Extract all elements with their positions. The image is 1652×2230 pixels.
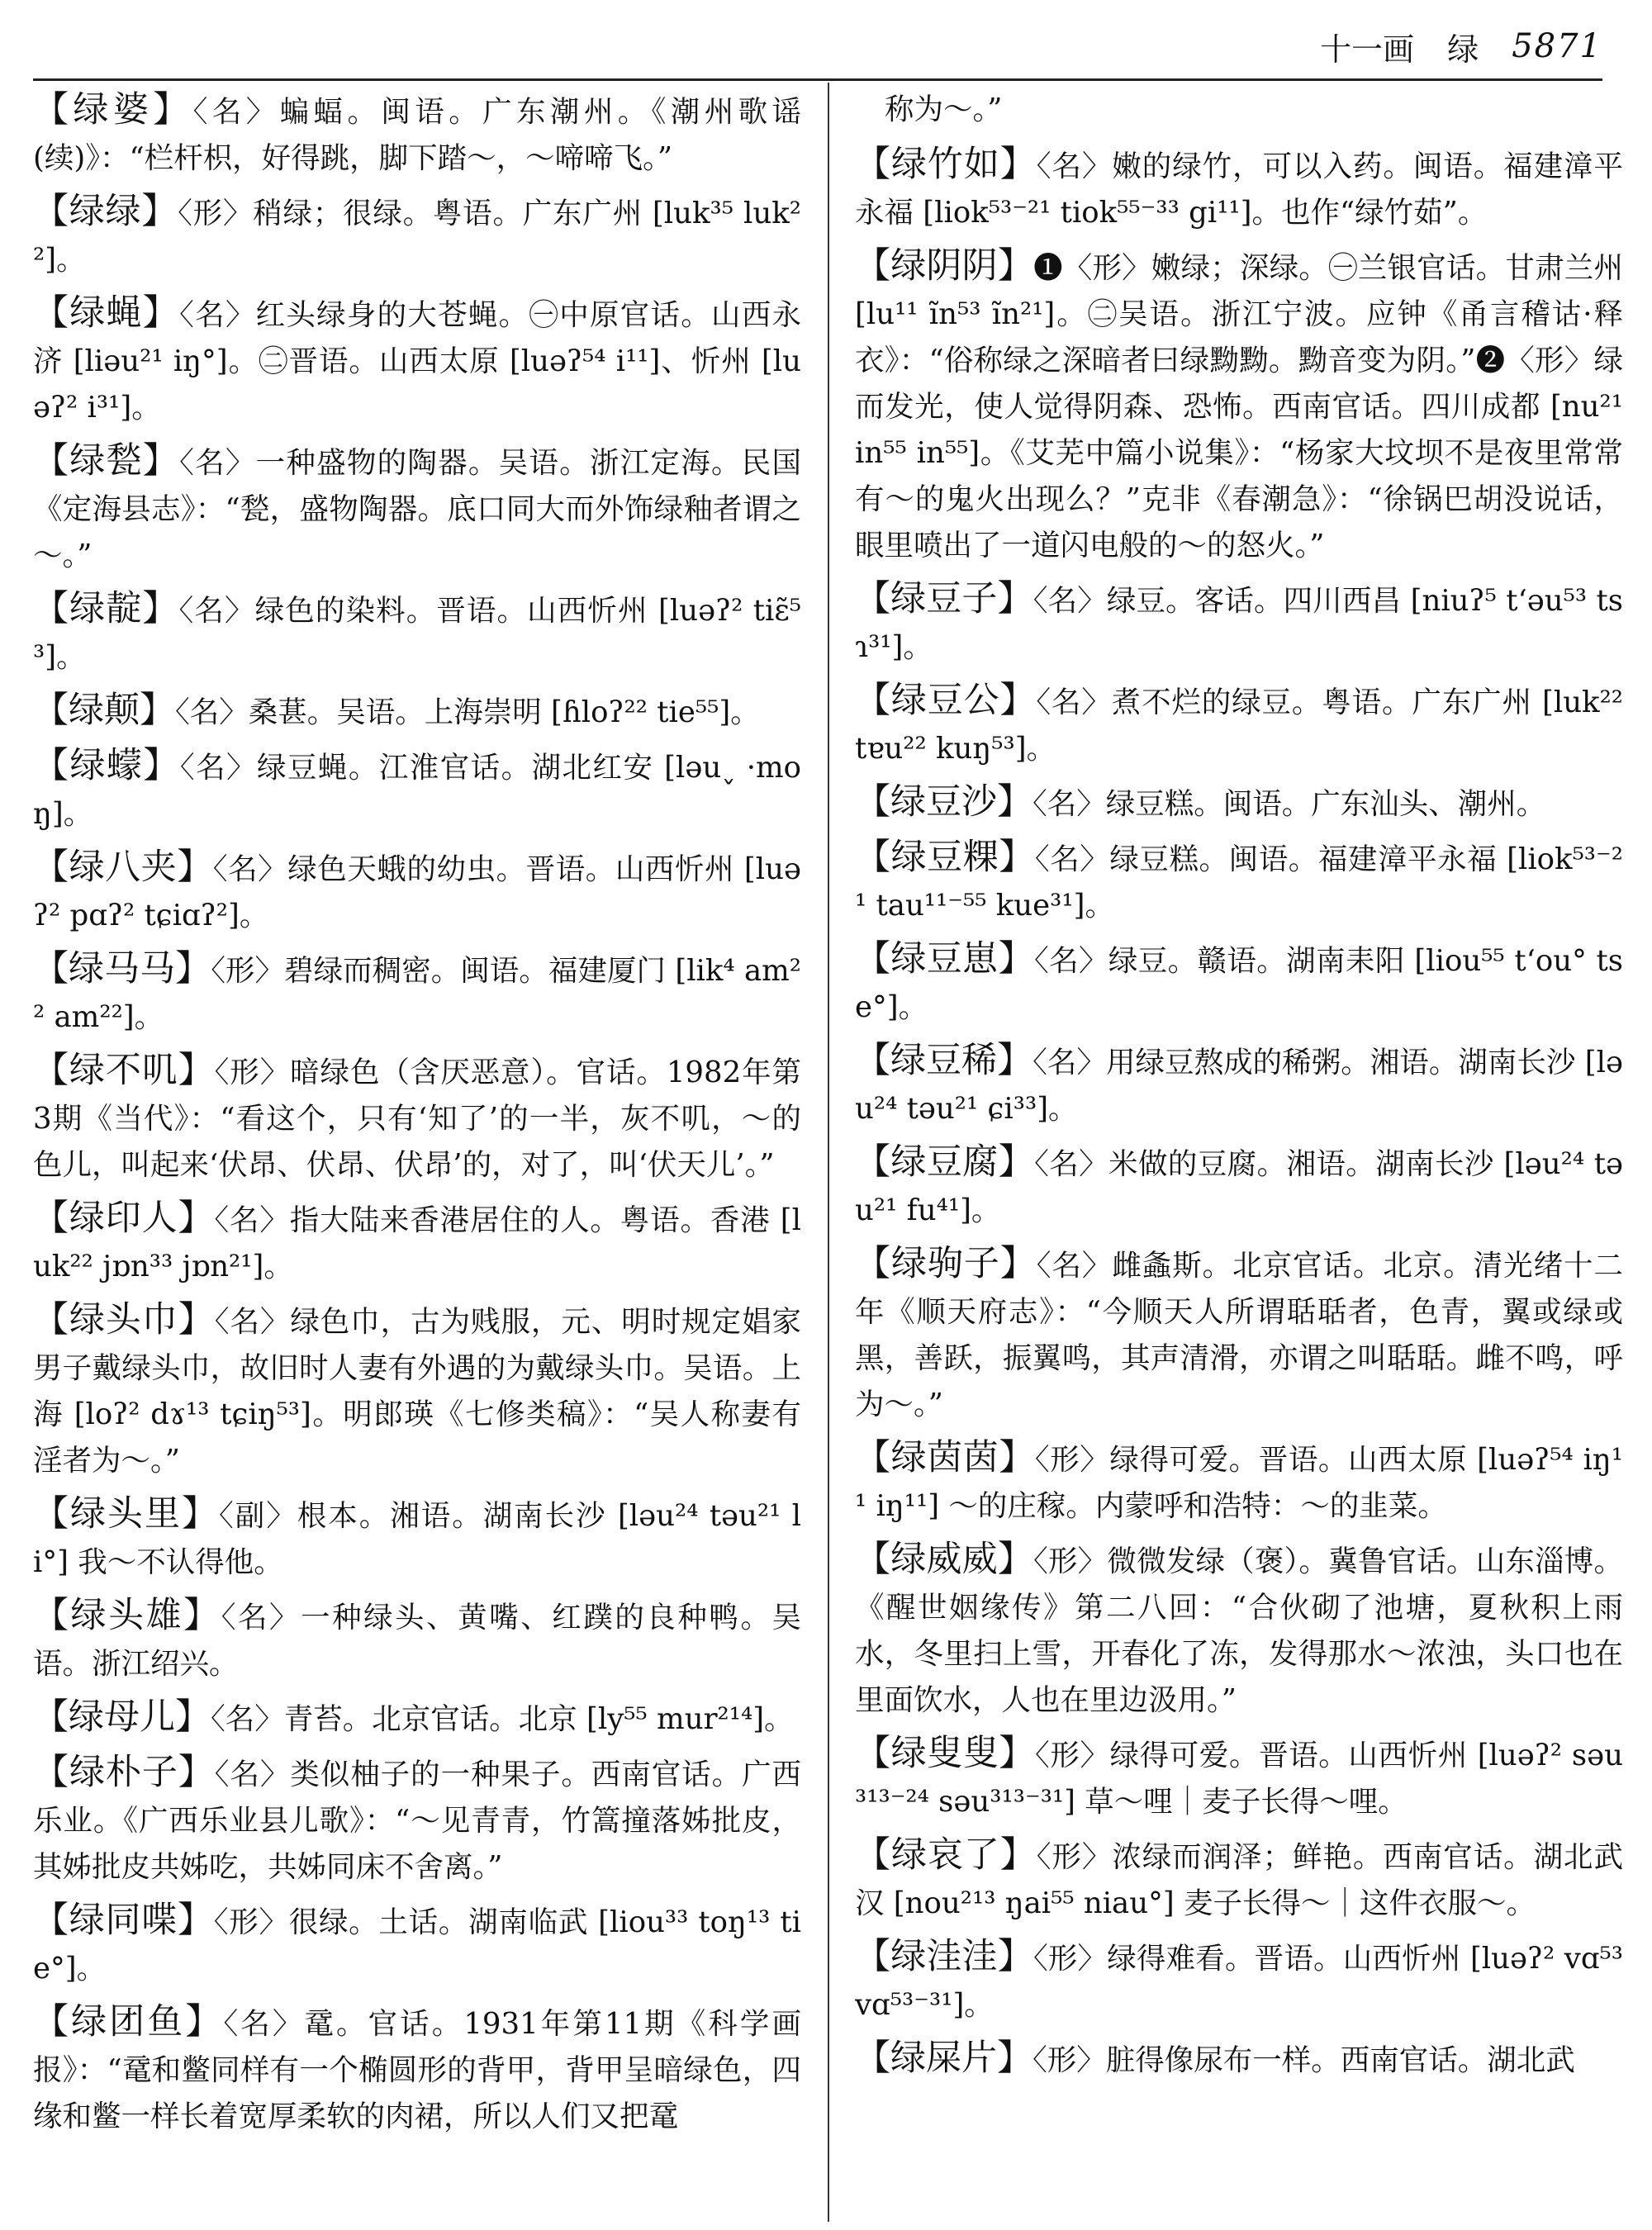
dictionary-entry — [33, 1999, 801, 2140]
right-column — [855, 87, 1623, 2218]
headword-text: 绿豆沙 — [890, 781, 997, 823]
entry-definition: 〈形〉很绿。土话。湖南临武 [liou³³ toŋ¹³ tie°]。 — [33, 1905, 801, 1986]
headword-text: 绿婆 — [73, 89, 154, 130]
dictionary-entry — [33, 1749, 801, 1891]
headword: 【绿蝇】 — [33, 292, 180, 334]
dictionary-entry — [33, 844, 801, 939]
headword: 【绿叟叟】 — [855, 1733, 1036, 1774]
headword-text: 绿洼洼 — [890, 1936, 998, 1977]
entry-definition: 〈名〉类似柚子的一种果子。西南官话。广西乐业。《广西乐业县儿歌》：“～见青青，竹篙撞落姊批皮，其姊批皮共姊吃，共姊同床不舍离。” — [33, 1758, 801, 1884]
dictionary-entry — [33, 1491, 801, 1586]
headword: 【绿母儿】 — [33, 1696, 211, 1738]
headword-text: 绿豆粿 — [890, 837, 999, 878]
entry-definition: 〈形〉稍绿；很绿。粤语。广东广州 [luk³⁵ luk²²]。 — [33, 197, 801, 277]
headword-text: 绿不叽 — [69, 1050, 178, 1091]
dictionary-entry — [33, 438, 801, 579]
dictionary-entry — [855, 1832, 1623, 1927]
entry-definition: 〈名〉绿色天蛾的幼虫。晋语。山西忻州 [luəʔ² pɑʔ² tɕiɑʔ²]。 — [33, 852, 801, 932]
column-divider — [828, 83, 829, 2222]
dictionary-entry — [33, 743, 801, 837]
dictionary-entry — [855, 2035, 1623, 2084]
dictionary-entry — [33, 87, 801, 182]
headword: 【绿豆稀】 — [855, 1040, 1033, 1081]
headword-text: 绿印人 — [69, 1198, 178, 1239]
dictionary-entry — [33, 687, 801, 736]
dictionary-entry — [855, 1730, 1623, 1825]
entry-definition: 〈名〉雌螽斯。北京官话。北京。清光绪十二年《顺天府志》：“今顺天人所谓聒聒者，色青，翼或绿或黑，善跃，振翼鸣，其声清滑，亦谓之叫聒聒。雌不鸣，呼为～。” — [855, 1249, 1623, 1421]
headword-text: 绿豆稀 — [890, 1040, 998, 1081]
headword-text: 绿豆崽 — [890, 938, 999, 980]
continuation-text: 称为～。” — [885, 93, 1003, 126]
entry-definition: 〈名〉绿豆糕。闽语。广东汕头、潮州。 — [1032, 787, 1546, 821]
headword-text: 绿豆腐 — [890, 1141, 999, 1183]
headword-text: 绿头巾 — [69, 1299, 178, 1340]
headword-text: 绿靛 — [69, 588, 143, 629]
headword-text: 绿同喋 — [69, 1900, 178, 1941]
headword: 【绿豆沙】 — [855, 781, 1032, 823]
entry-definition: 〈名〉绿豆。赣语。湖南耒阳 [liou⁵⁵ tʻou° tse°]。 — [855, 944, 1623, 1024]
dictionary-entry — [855, 576, 1623, 671]
dictionary-entry — [33, 1195, 801, 1290]
headword: 【绿驹子】 — [855, 1243, 1037, 1284]
dictionary-entry — [33, 290, 801, 431]
dictionary-entry — [33, 946, 801, 1041]
headword: 【绿八夹】 — [33, 847, 213, 888]
headword-text: 绿豆子 — [890, 578, 998, 619]
entry-definition: 〈名〉指大陆来香港居住的人。粤语。香港 [luk²² jɒn³³ jɒn²¹]。 — [33, 1203, 801, 1283]
entry-definition: 〈形〉暗绿色（含厌恶意）。官话。1982年第3期《当代》：“看这个，只有‘知了’的一半，灰不叽，～的色儿，叫起来‘伏昂、伏昂、伏昂’的，对了，叫‘伏天儿’。” — [33, 1056, 801, 1182]
dictionary-entry — [33, 1047, 801, 1189]
headword-text: 绿竹如 — [890, 144, 1000, 185]
entry-definition: 〈名〉煮不烂的绿豆。粤语。广东广州 [luk²² tɐu²² kuŋ⁵³]。 — [855, 686, 1623, 766]
headword-text: 绿朴子 — [69, 1752, 178, 1793]
header-character: 绿 — [1447, 31, 1479, 68]
headword: 【绿茵茵】 — [855, 1437, 1035, 1478]
entry-definition: 〈名〉绿豆。客话。四川西昌 [niuʔ⁵ tʻəu⁵³ tsɿ³¹]。 — [855, 584, 1623, 664]
headword: 【绿印人】 — [33, 1198, 215, 1239]
entry-definition: 〈名〉红头绿身的大苍蝇。㊀中原官话。山西永济 [liəu²¹ iŋ°]。㊁晋语。山西太原 [luəʔ⁵⁴ i¹¹]、忻州 [luəʔ² i³¹]。 — [33, 298, 801, 425]
entry-definition: 〈名〉鼋。官话。1931年第11期《科学画报》：“鼋和鳖同样有一个椭圆形的背甲，背甲呈暗绿色，四缘和鳖一样长着宽厚柔软的肉裙，所以人们又把鼋 — [33, 2007, 801, 2133]
entry-definition: 〈副〉根本。湘语。湖南长沙 [ləu²⁴ təu²¹ li°] 我～不认得他。 — [33, 1499, 801, 1579]
entry-definition: 〈名〉绿色巾，古为贱服，元、明时规定娼家男子戴绿头巾，故旧时人妻有外遇的为戴绿头巾。吴语。上海 [loʔ² dɤ¹³ tɕiŋ⁵³]。明郎瑛《七修类稿》：“吴人称妻有淫者为～。” — [33, 1305, 801, 1478]
headword: 【绿头里】 — [33, 1493, 219, 1535]
dictionary-entry — [855, 1037, 1623, 1132]
entry-definition: 〈名〉用绿豆熬成的稀粥。湘语。湖南长沙 [ləu²⁴ təu²¹ ɕi³³]。 — [855, 1046, 1623, 1126]
headword: 【绿豆崽】 — [855, 938, 1034, 980]
header-rule — [33, 78, 1602, 81]
headword-text: 绿母儿 — [69, 1696, 175, 1738]
entry-definition: 〈形〉脏得像尿布一样。西南官话。湖北武 — [1032, 2043, 1575, 2077]
headword: 【绿豆子】 — [855, 578, 1033, 619]
dictionary-entry — [855, 779, 1623, 828]
headword-text: 绿豆公 — [890, 680, 1000, 721]
dictionary-entry — [33, 586, 801, 681]
headword: 【绿头雄】 — [33, 1595, 221, 1636]
entry-definition: 〈名〉蝙蝠。闽语。广东潮州。《潮州歌谣(续)》：“栏杆枳，好得跳，脚下踏～，～啼啼飞。” — [33, 95, 801, 175]
entry-definition: 〈形〉绿得难看。晋语。山西忻州 [luəʔ² vɑ⁵³ vɑ⁵³⁻³¹]。 — [855, 1942, 1623, 2022]
entry-definition: 〈形〉浓绿而润泽；鲜艳。西南官话。湖北武汉 [nou²¹³ ŋai⁵⁵ niau°] 麦子长得～｜这件衣服～。 — [855, 1840, 1623, 1920]
headword: 【绿豆腐】 — [855, 1141, 1035, 1183]
dictionary-entry — [33, 1897, 801, 1992]
dictionary-entry — [855, 243, 1623, 569]
entry-definition: 〈形〉绿得可爱。晋语。山西忻州 [luəʔ² səu³¹³⁻²⁴ səu³¹³⁻³¹] 草～哩｜麦子长得～哩。 — [855, 1739, 1623, 1819]
dictionary-entry — [33, 1297, 801, 1484]
headword-text: 绿阴阴 — [890, 245, 998, 287]
headword-text: 绿茵茵 — [890, 1437, 999, 1478]
entry-definition: 〈名〉米做的豆腐。湘语。湖南长沙 [ləu²⁴ təu²¹ fu⁴¹]。 — [855, 1147, 1623, 1227]
headword-text: 绿叟叟 — [890, 1733, 999, 1774]
headword: 【绿阴阴】 — [855, 245, 1034, 287]
headword-text: 绿哀了 — [890, 1834, 1000, 1876]
page-header — [1276, 23, 1602, 69]
headword: 【绿团鱼】 — [33, 2001, 224, 2043]
entry-definition: 〈形〉微微发绿（褒）。冀鲁官话。山东淄博。《醒世姻缘传》第二八回：“合伙砌了池塘，夏秋积上雨水，冬里扫上雪，开春化了冻，发得那水～浓浊，头口也在里面饮水，人也在里边汲用。” — [855, 1544, 1623, 1717]
dictionary-entry — [855, 1139, 1623, 1234]
entry-definition: 〈名〉绿色的染料。晋语。山西忻州 [luəʔ² tiɛ̃⁵³]。 — [33, 594, 801, 674]
headword: 【绿颠】 — [33, 690, 175, 731]
entry-definition: 〈形〉碧绿而稠密。闽语。福建厦门 [lik⁴ am²² am²²]。 — [33, 954, 801, 1034]
dictionary-entry — [855, 1933, 1623, 2028]
headword: 【绿绿】 — [33, 191, 178, 232]
headword-text: 绿头里 — [70, 1493, 182, 1535]
left-column — [33, 87, 801, 2218]
headword: 【绿朴子】 — [33, 1752, 215, 1793]
headword-text: 绿驹子 — [890, 1243, 1000, 1284]
entry-definition: 〈名〉一种绿头、黄嘴、红蹼的良种鸭。吴语。浙江绍兴。 — [33, 1601, 801, 1681]
headword-text: 绿颠 — [69, 690, 140, 731]
dictionary-entry — [855, 936, 1623, 1031]
entry-definition: 〈名〉嫩的绿竹，可以入药。闽语。福建漳平永福 [liok⁵³⁻²¹ tiok⁵⁵⁻³³ gi¹¹]。也作“绿竹茹”。 — [855, 149, 1623, 230]
entry-definition: 〈名〉绿豆蝇。江淮官话。湖北红安 [ləu˯ ·moŋ]。 — [33, 751, 801, 831]
headword: 【绿马马】 — [33, 948, 211, 989]
headword: 【绿头巾】 — [33, 1299, 215, 1340]
headword-text: 绿马马 — [69, 948, 176, 989]
headword-text: 绿头雄 — [70, 1595, 184, 1636]
dictionary-entry — [33, 1694, 801, 1743]
entry-definition: 〈形〉绿得可爱。晋语。山西太原 [luəʔ⁵⁴ iŋ¹¹ iŋ¹¹] ～的庄稼。内蒙呼和浩特：～的韭菜。 — [855, 1443, 1623, 1523]
entry-definition: 〈名〉绿豆糕。闽语。福建漳平永福 [liok⁵³⁻²¹ tau¹¹⁻⁵⁵ kue³¹]。 — [855, 842, 1623, 923]
headword-text: 绿团鱼 — [71, 2001, 186, 2043]
headword: 【绿竹如】 — [855, 144, 1037, 185]
headword: 【绿同喋】 — [33, 1900, 214, 1941]
headword-text: 绿蝇 — [69, 292, 143, 334]
headword: 【绿蠓】 — [33, 745, 180, 786]
headword-text: 绿八夹 — [69, 847, 178, 888]
headword: 【绿哀了】 — [855, 1834, 1037, 1876]
dictionary-entry — [855, 834, 1623, 929]
headword: 【绿婆】 — [33, 89, 193, 130]
dictionary-entry — [33, 188, 801, 283]
entry-definition: 〈名〉桑葚。吴语。上海崇明 [ɦloʔ²² tie⁵⁵]。 — [175, 695, 760, 729]
headword-text: 绿屎片 — [890, 2038, 997, 2079]
dictionary-entry — [855, 1536, 1623, 1724]
headword: 【绿屎片】 — [855, 2038, 1032, 2079]
headword-text: 绿蠓 — [69, 745, 144, 786]
headword: 【绿洼洼】 — [855, 1936, 1033, 1977]
headword-text: 绿甃 — [69, 440, 143, 482]
headword-text: 绿威威 — [890, 1539, 998, 1580]
headword: 【绿甃】 — [33, 440, 180, 482]
headword: 【绿豆公】 — [855, 680, 1037, 721]
headword: 【绿豆粿】 — [855, 837, 1035, 878]
section-label: 十一画 — [1320, 31, 1415, 68]
headword-text: 绿绿 — [69, 191, 142, 232]
headword: 【绿靛】 — [33, 588, 179, 629]
headword: 【绿威威】 — [855, 1539, 1034, 1580]
entry-definition: 〈名〉青苔。北京官话。北京 [ly⁵⁵ mur²¹⁴]。 — [211, 1702, 794, 1736]
dictionary-entry — [855, 141, 1623, 236]
dictionary-entry — [855, 1435, 1623, 1530]
entry-definition: 〈名〉一种盛物的陶器。吴语。浙江定海。民国《定海县志》：“甃，盛物陶器。底口同大而外饰绿釉者谓之～。” — [33, 446, 801, 572]
entry-definition: ❶〈形〉嫩绿；深绿。㊀兰银官话。甘肃兰州 [lu¹¹ ĩn⁵³ ĩn²¹]。㊁吴语。浙江宁波。应钟《甬言稽诂·释衣》：“俗称绿之深暗者曰绿黝黝。黝音变为阴。”❷〈形〉绿而发光，使人觉得阴森、恐怖。西南官话。四川成都 [nu²¹ in⁵⁵ in⁵⁵]。《艾芜中篇小说集》：“杨家大坟坝不是夜里常常有～的鬼火出现么？”克非《春潮急》：“徐锅巴胡没说话，眼里喷出了一道闪电般的～的怒火。” — [855, 251, 1623, 562]
headword: 【绿不叽】 — [33, 1050, 215, 1091]
page-number: 5871 — [1512, 27, 1602, 65]
dictionary-entry — [33, 1592, 801, 1687]
dictionary-entry — [855, 1241, 1623, 1428]
dictionary-entry — [855, 677, 1623, 772]
